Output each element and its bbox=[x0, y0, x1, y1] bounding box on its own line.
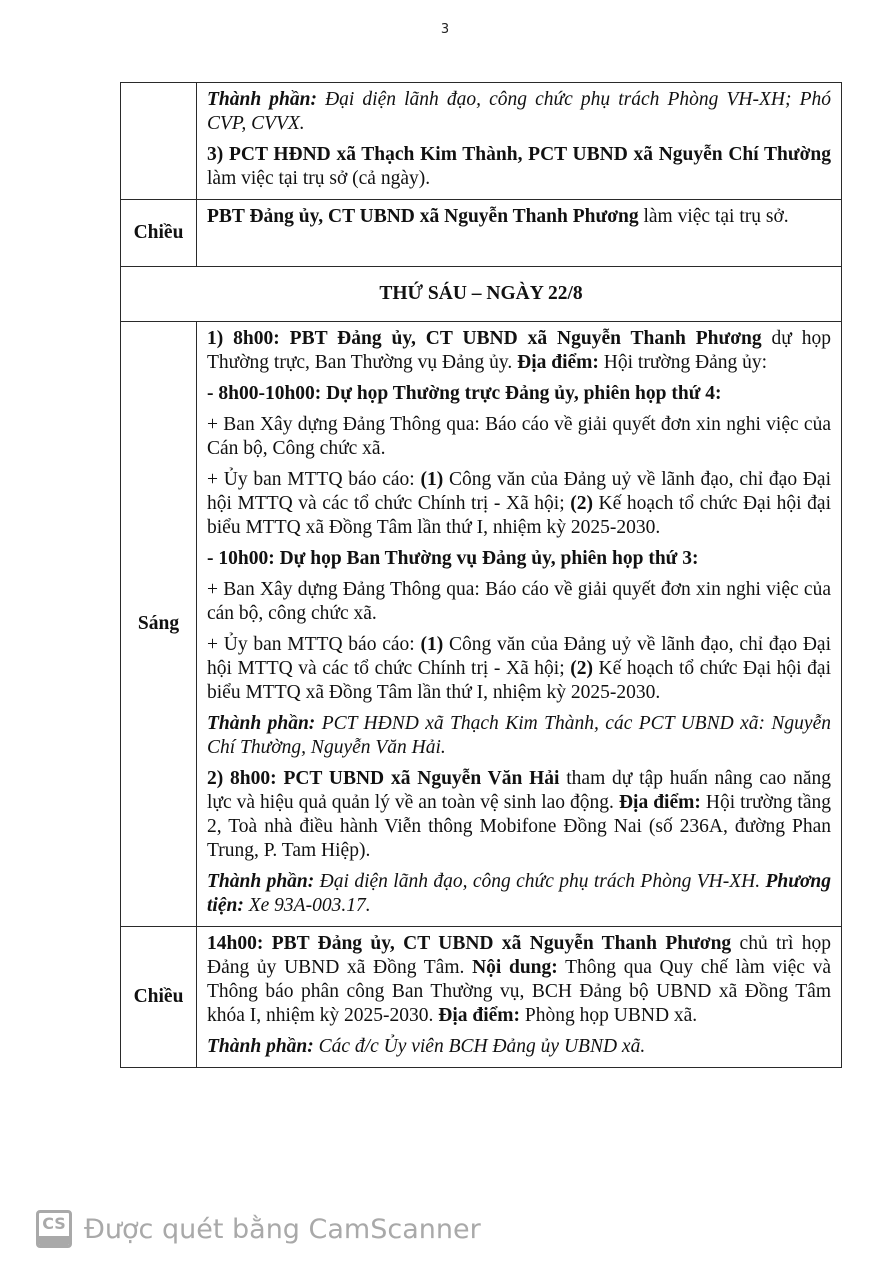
table-row bbox=[121, 83, 842, 200]
content-cell bbox=[197, 200, 842, 267]
agenda-item: 2) 8h00: PCT UBND xã Nguyễn Văn Hải tham dự tập huấn nâng cao năng lực và hiệu quả quản lý về an toàn vệ sinh lao động. Địa điểm: Hội trường tầng 2, Toà nhà điều hành Viễn thông Mobifone Đồng Nai (số 236A, đường Phan Trung, P. Tam Hiệp). bbox=[207, 768, 831, 861]
agenda-item: PBT Đảng ủy, CT UBND xã Nguyễn Thanh Phương làm việc tại trụ sở. bbox=[207, 206, 789, 227]
sub-heading: - 10h00: Dự họp Ban Thường vụ Đảng ủy, phiên họp thứ 3: bbox=[207, 548, 699, 569]
content-cell bbox=[197, 927, 842, 1068]
participants-paragraph: Thành phần: PCT HĐND xã Thạch Kim Thành, các PCT UBND xã: Nguyễn Chí Thường, Nguyễn Văn Hải. bbox=[207, 713, 831, 758]
content-cell bbox=[197, 83, 842, 200]
table-row bbox=[121, 200, 842, 267]
participants-paragraph: Thành phần: Đại diện lãnh đạo, công chức phụ trách Phòng VH-XH; Phó CVP, CVVX. bbox=[207, 89, 831, 134]
session-cell: Sáng bbox=[121, 322, 197, 927]
schedule-table bbox=[120, 82, 842, 1068]
session-cell: Chiều bbox=[121, 200, 197, 267]
sub-heading: - 8h00-10h00: Dự họp Thường trực Đảng ủy, phiên họp thứ 4: bbox=[207, 383, 722, 404]
table-row bbox=[121, 322, 842, 927]
agenda-item: 3) PCT HĐND xã Thạch Kim Thành, PCT UBND xã Nguyễn Chí Thường làm việc tại trụ sở (cả ngày). bbox=[207, 144, 831, 189]
camscanner-logo-icon: CS bbox=[36, 1210, 72, 1248]
day-header: THỨ SÁU – NGÀY 22/8 bbox=[121, 267, 842, 322]
participants-paragraph: Thành phần: Đại diện lãnh đạo, công chức phụ trách Phòng VH-XH. Phương tiện: Xe 93A-003.17. bbox=[207, 871, 831, 916]
camscanner-watermark bbox=[36, 1210, 481, 1248]
agenda-item: 14h00: PBT Đảng ủy, CT UBND xã Nguyễn Thanh Phương chủ trì họp Đảng ủy UBND xã Đồng Tâm. Nội dung: Thông qua Quy chế làm việc và Thông báo phân công Ban Thường vụ, BCH Đảng bộ UBND xã Đồng Tâm khóa I, nhiệm kỳ 2025-2030. Địa điểm: Phòng họp UBND xã. bbox=[207, 933, 832, 1026]
participants-paragraph: Thành phần: Các đ/c Ủy viên BCH Đảng ủy UBND xã. bbox=[207, 1036, 646, 1057]
agenda-subitem: + Ban Xây dựng Đảng Thông qua: Báo cáo về giải quyết đơn xin nghi việc của cán bộ, công chức xã. bbox=[207, 579, 831, 624]
agenda-subitem: + Ban Xây dựng Đảng Thông qua: Báo cáo về giải quyết đơn xin nghi việc của Cán bộ, Công chức xã. bbox=[207, 414, 831, 459]
watermark-text: Được quét bằng CamScanner bbox=[84, 1213, 481, 1245]
content-cell bbox=[197, 322, 842, 927]
agenda-subitem: + Ủy ban MTTQ báo cáo: (1) Công văn của Đảng uỷ về lãnh đạo, chỉ đạo Đại hội MTTQ và các tổ chức Chính trị - Xã hội; (2) Kế hoạch tổ chức Đại hội đại biểu MTTQ xã Đồng Tâm lần thứ I, nhiệm kỳ 2025-2030. bbox=[207, 469, 831, 538]
page-number: 3 bbox=[440, 22, 450, 37]
table-row bbox=[121, 927, 842, 1068]
table-row bbox=[121, 267, 842, 322]
agenda-item: 1) 8h00: PBT Đảng ủy, CT UBND xã Nguyễn Thanh Phương dự họp Thường trực, Ban Thường vụ Đảng ủy. Địa điểm: Hội trường Đảng ủy: bbox=[207, 328, 831, 373]
agenda-subitem: + Ủy ban MTTQ báo cáo: (1) Công văn của Đảng uỷ về lãnh đạo, chỉ đạo Đại hội MTTQ và các tổ chức Chính trị - Xã hội; (2) Kế hoạch tổ chức Đại hội đại biểu MTTQ xã Đồng Tâm lần thứ I, nhiệm kỳ 2025-2030. bbox=[207, 634, 831, 703]
session-cell bbox=[121, 83, 197, 200]
session-cell: Chiều bbox=[121, 927, 197, 1068]
